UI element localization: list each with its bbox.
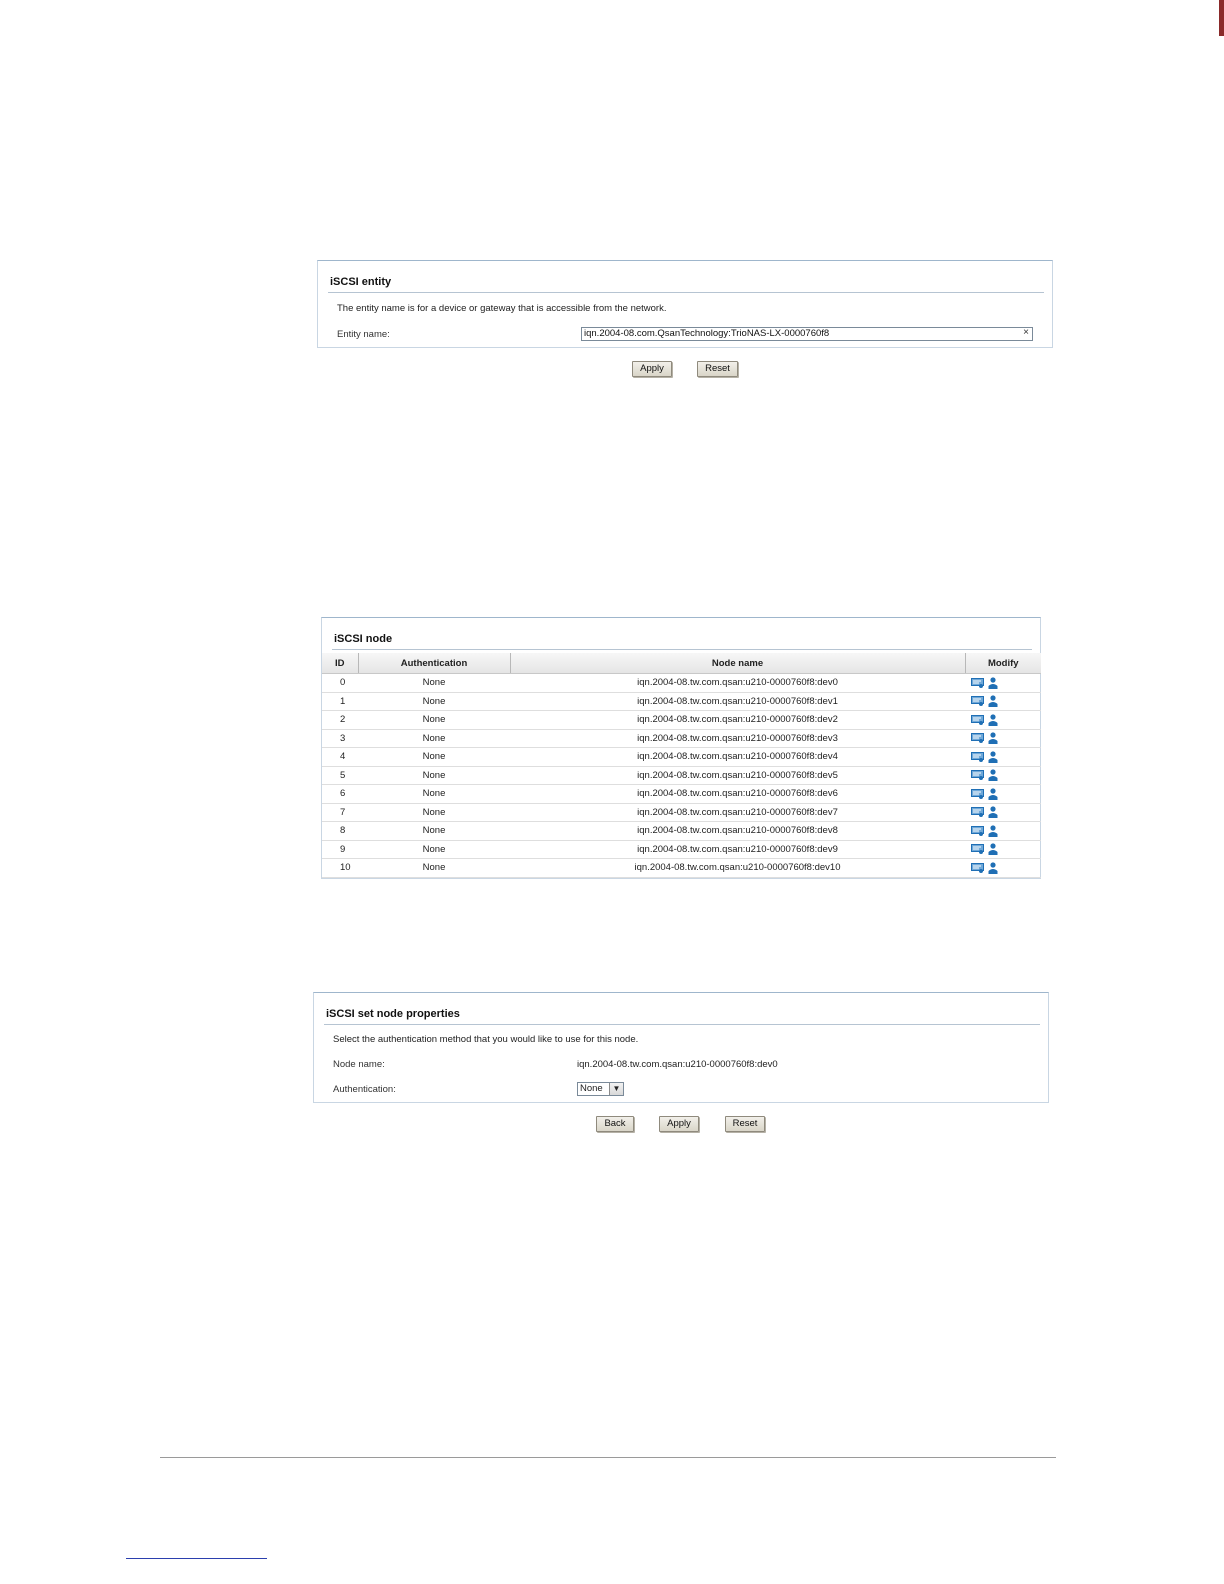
- user-icon[interactable]: [988, 769, 998, 781]
- authentication-cell: None: [358, 840, 510, 859]
- node-id-cell: 1: [322, 692, 358, 711]
- table-row: [322, 785, 1041, 804]
- modify-cell: [965, 748, 1041, 767]
- entity-name-value: iqn.2004-08.com.QsanTechnology:TrioNAS-LX-0000760f8: [584, 328, 830, 339]
- authentication-cell: None: [358, 785, 510, 804]
- node-properties-icon[interactable]: [971, 770, 984, 780]
- authentication-cell: None: [358, 729, 510, 748]
- modify-cell: [965, 785, 1041, 804]
- user-icon[interactable]: [988, 751, 998, 763]
- node-name-cell: iqn.2004-08.tw.com.qsan:u210-0000760f8:dev7: [510, 803, 965, 822]
- authentication-label: Authentication:: [333, 1084, 396, 1095]
- node-name-cell: iqn.2004-08.tw.com.qsan:u210-0000760f8:dev2: [510, 711, 965, 730]
- node-properties-icon[interactable]: [971, 844, 984, 854]
- node-table: [322, 653, 1041, 878]
- node-id-cell: 10: [322, 859, 358, 878]
- node-name-cell: iqn.2004-08.tw.com.qsan:u210-0000760f8:dev9: [510, 840, 965, 859]
- table-row: [322, 803, 1041, 822]
- node-name-cell: iqn.2004-08.tw.com.qsan:u210-0000760f8:dev10: [510, 859, 965, 878]
- panel-title: iSCSI set node properties: [326, 1008, 460, 1020]
- table-row: [322, 822, 1041, 841]
- entity-reset-button[interactable]: Reset: [697, 361, 738, 377]
- node-properties-icon[interactable]: [971, 696, 984, 706]
- footer-link-underline: [126, 1558, 267, 1559]
- node-properties-icon[interactable]: [971, 678, 984, 688]
- authentication-cell: None: [358, 859, 510, 878]
- table-row: [322, 859, 1041, 878]
- node-id-cell: 5: [322, 766, 358, 785]
- authentication-selected-value: None: [580, 1083, 603, 1094]
- authentication-cell: None: [358, 711, 510, 730]
- node-id-cell: 9: [322, 840, 358, 859]
- node-name-cell: iqn.2004-08.tw.com.qsan:u210-0000760f8:dev6: [510, 785, 965, 804]
- column-header-authentication[interactable]: Authentication: [358, 653, 510, 674]
- back-button[interactable]: Back: [596, 1116, 634, 1132]
- node-properties-icon[interactable]: [971, 789, 984, 799]
- modify-cell: [965, 840, 1041, 859]
- panel-description: Select the authentication method that you would like to use for this node.: [333, 1034, 639, 1045]
- node-name-cell: iqn.2004-08.tw.com.qsan:u210-0000760f8:dev0: [510, 674, 965, 693]
- clear-icon[interactable]: ×: [1023, 327, 1029, 338]
- user-icon[interactable]: [988, 695, 998, 707]
- user-icon[interactable]: [988, 788, 998, 800]
- table-row: [322, 711, 1041, 730]
- user-icon[interactable]: [988, 714, 998, 726]
- table-row: [322, 729, 1041, 748]
- table-row: [322, 692, 1041, 711]
- authentication-cell: None: [358, 674, 510, 693]
- node-properties-icon[interactable]: [971, 826, 984, 836]
- user-icon[interactable]: [988, 862, 998, 874]
- user-icon[interactable]: [988, 825, 998, 837]
- page-edge-marker: [1219, 0, 1224, 36]
- table-row: [322, 840, 1041, 859]
- panel-title: iSCSI entity: [330, 276, 392, 288]
- panel-description: The entity name is for a device or gateway that is accessible from the network.: [337, 303, 667, 314]
- footer-divider: [160, 1457, 1056, 1458]
- node-id-cell: 3: [322, 729, 358, 748]
- node-name-cell: iqn.2004-08.tw.com.qsan:u210-0000760f8:dev5: [510, 766, 965, 785]
- node-id-cell: 6: [322, 785, 358, 804]
- node-properties-icon[interactable]: [971, 807, 984, 817]
- iscsi-set-node-properties-panel: [313, 992, 1049, 1103]
- table-header-row: [322, 653, 1041, 674]
- node-name-value: iqn.2004-08.tw.com.qsan:u210-0000760f8:dev0: [577, 1059, 778, 1070]
- entity-name-input[interactable]: [581, 327, 1033, 341]
- node-id-cell: 2: [322, 711, 358, 730]
- title-divider: [328, 292, 1044, 293]
- authentication-cell: None: [358, 748, 510, 767]
- props-reset-button[interactable]: Reset: [725, 1116, 765, 1132]
- user-icon[interactable]: [988, 843, 998, 855]
- modify-cell: [965, 859, 1041, 878]
- user-icon[interactable]: [988, 732, 998, 744]
- node-properties-icon[interactable]: [971, 752, 984, 762]
- column-header-modify: Modify: [965, 653, 1041, 674]
- node-id-cell: 7: [322, 803, 358, 822]
- column-header-node-name[interactable]: Node name: [510, 653, 965, 674]
- node-name-label: Node name:: [333, 1059, 385, 1070]
- authentication-cell: None: [358, 692, 510, 711]
- node-id-cell: 4: [322, 748, 358, 767]
- node-properties-icon[interactable]: [971, 863, 984, 873]
- authentication-cell: None: [358, 803, 510, 822]
- panel-title: iSCSI node: [334, 633, 393, 645]
- entity-name-label: Entity name:: [337, 329, 390, 340]
- node-name-cell: iqn.2004-08.tw.com.qsan:u210-0000760f8:dev1: [510, 692, 965, 711]
- node-name-cell: iqn.2004-08.tw.com.qsan:u210-0000760f8:dev8: [510, 822, 965, 841]
- table-row: [322, 766, 1041, 785]
- node-table-body: [322, 674, 1041, 878]
- modify-cell: [965, 692, 1041, 711]
- modify-cell: [965, 766, 1041, 785]
- node-id-cell: 8: [322, 822, 358, 841]
- node-properties-icon[interactable]: [971, 733, 984, 743]
- props-apply-button[interactable]: Apply: [659, 1116, 699, 1132]
- node-name-cell: iqn.2004-08.tw.com.qsan:u210-0000760f8:dev4: [510, 748, 965, 767]
- table-row: [322, 674, 1041, 693]
- entity-apply-button[interactable]: Apply: [632, 361, 672, 377]
- authentication-cell: None: [358, 822, 510, 841]
- modify-cell: [965, 711, 1041, 730]
- user-icon[interactable]: [988, 806, 998, 818]
- modify-cell: [965, 729, 1041, 748]
- authentication-select[interactable]: [577, 1082, 624, 1096]
- modify-cell: [965, 822, 1041, 841]
- iscsi-entity-panel: [317, 260, 1053, 348]
- node-id-cell: 0: [322, 674, 358, 693]
- column-header-id[interactable]: ID: [322, 653, 358, 674]
- modify-cell: [965, 674, 1041, 693]
- node-properties-icon[interactable]: [971, 715, 984, 725]
- authentication-cell: None: [358, 766, 510, 785]
- user-icon[interactable]: [988, 677, 998, 689]
- iscsi-node-panel: [321, 617, 1041, 879]
- table-row: [322, 748, 1041, 767]
- chevron-down-icon[interactable]: ▼: [609, 1083, 623, 1095]
- title-divider: [324, 1024, 1040, 1025]
- title-divider: [332, 649, 1032, 650]
- modify-cell: [965, 803, 1041, 822]
- node-name-cell: iqn.2004-08.tw.com.qsan:u210-0000760f8:dev3: [510, 729, 965, 748]
